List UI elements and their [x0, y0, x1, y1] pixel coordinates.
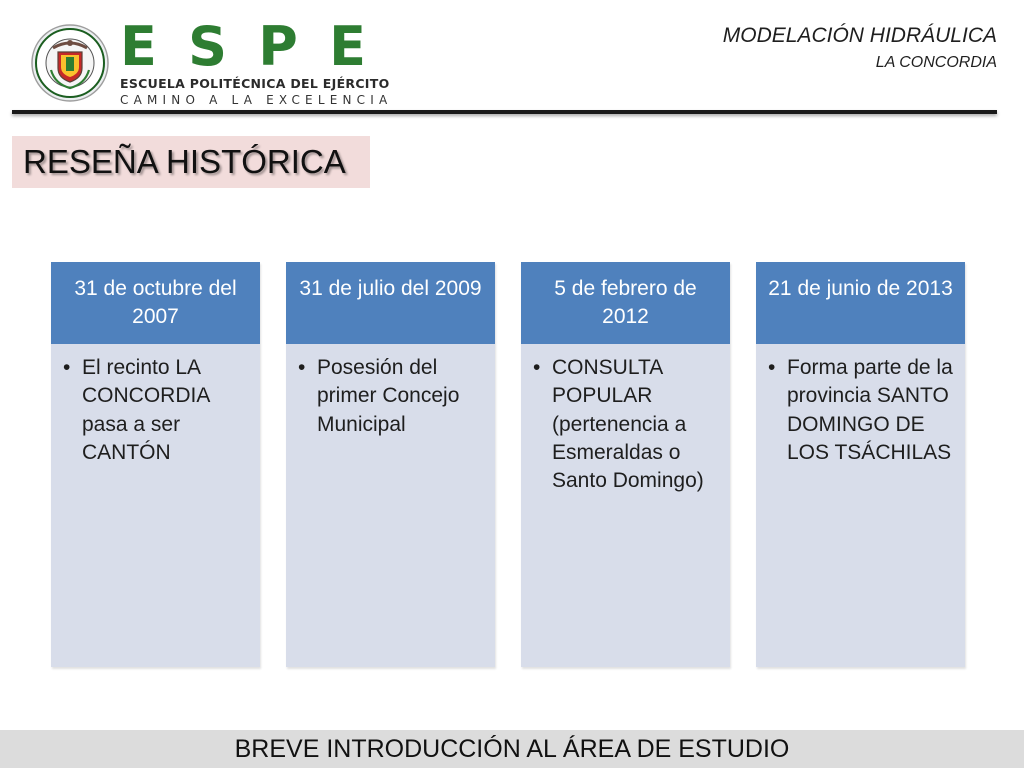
- espe-brand-logo: [120, 15, 393, 107]
- header-title: MODELACIÓN HIDRÁULICA: [722, 24, 997, 47]
- timeline-card: [521, 262, 730, 667]
- bullet-icon: •: [768, 356, 776, 379]
- timeline-item: [298, 354, 483, 439]
- timeline-date: 31 de octubre del 2007: [51, 262, 260, 344]
- timeline-date: 21 de junio de 2013: [756, 262, 965, 344]
- brand-letter: P: [258, 15, 298, 78]
- bullet-icon: •: [533, 356, 541, 379]
- timeline-body: [51, 344, 260, 467]
- timeline-body: [286, 344, 495, 439]
- timeline-date: 31 de julio del 2009: [286, 262, 495, 344]
- brand-wordmark: [120, 15, 366, 78]
- timeline-item-text: Forma parte de la provincia SANTO DOMINGO DE LOS TSÁCHILAS: [787, 356, 953, 464]
- section-title: RESEÑA HISTÓRICA: [12, 136, 370, 188]
- timeline-item: [768, 354, 953, 467]
- brand-subtitle: ESCUELA POLITÉCNICA DEL EJÉRCITO: [120, 76, 390, 91]
- timeline-item-text: CONSULTA POPULAR (pertenencia a Esmeraldas o Santo Domingo): [552, 356, 704, 493]
- brand-letter: E: [120, 15, 157, 78]
- timeline-item-text: Posesión del primer Concejo Municipal: [317, 356, 460, 436]
- bullet-icon: •: [298, 356, 306, 379]
- timeline-card: [51, 262, 260, 667]
- bullet-icon: •: [63, 356, 71, 379]
- timeline-card: [756, 262, 965, 667]
- header-subtitle: LA CONCORDIA: [875, 54, 997, 71]
- timeline-body: [521, 344, 730, 495]
- footer-bar: [0, 730, 1024, 768]
- brand-letter: E: [329, 15, 366, 78]
- timeline-body: [756, 344, 965, 467]
- brand-letter: S: [188, 15, 228, 78]
- timeline-item: [533, 354, 718, 495]
- university-seal-logo: [31, 24, 109, 102]
- brand-tagline: CAMINO A LA EXCELENCIA: [120, 93, 393, 107]
- timeline-date: 5 de febrero de 2012: [521, 262, 730, 344]
- timeline-item: [63, 354, 248, 467]
- timeline-card: [286, 262, 495, 667]
- footer-title: BREVE INTRODUCCIÓN AL ÁREA DE ESTUDIO: [234, 735, 790, 763]
- timeline-item-text: El recinto LA CONCORDIA pasa a ser CANTÓN: [82, 356, 210, 464]
- header-divider: [12, 110, 997, 114]
